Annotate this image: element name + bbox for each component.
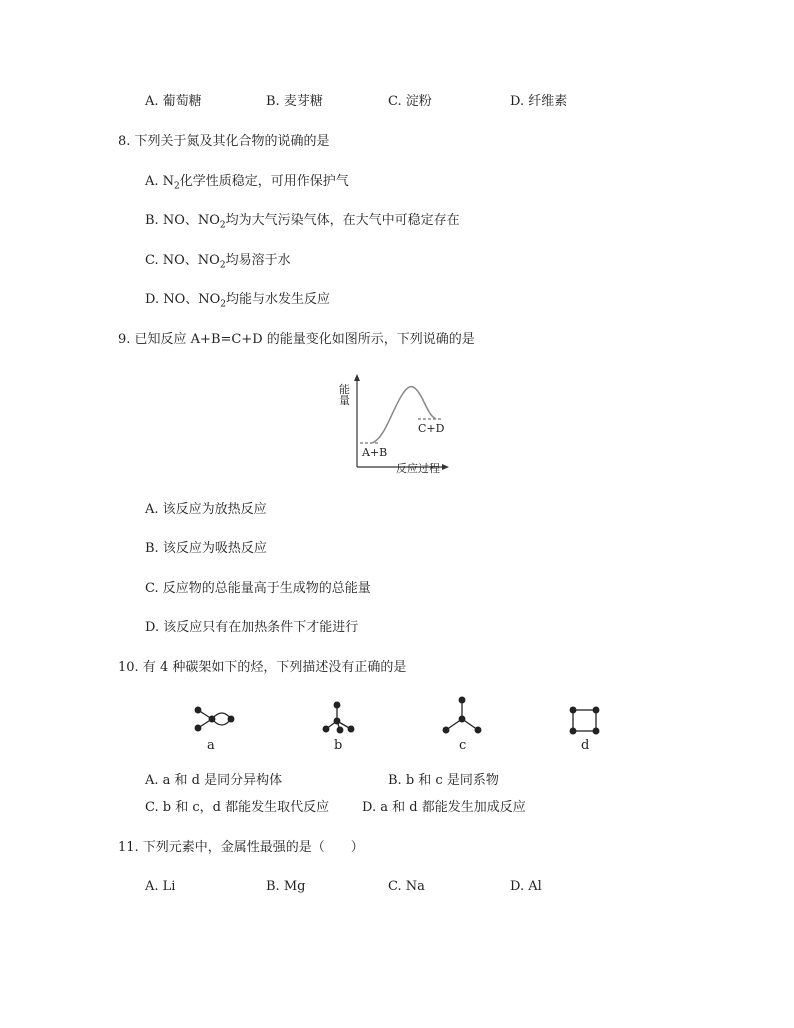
skeleton-label-d: d: [581, 738, 590, 753]
text: 化学性质稳定，可用作保护气: [179, 174, 349, 189]
skeleton-label-a: a: [207, 738, 215, 753]
q8-option-c: [145, 253, 291, 274]
q7-option-b: B. 麦芽糖: [266, 94, 323, 109]
reactants-label: A+B: [362, 446, 388, 459]
q9-option-c: C. 反应物的总能量高于生成物的总能量: [145, 581, 371, 596]
q8-option-b: [145, 213, 460, 234]
q10-option-b: B. b 和 c 是同系物: [388, 773, 499, 788]
q9-option-b: B. 该反应为吸热反应: [145, 541, 267, 556]
q8-option-d: [145, 292, 330, 313]
energy-axis-label: 能量: [339, 383, 350, 407]
text: D. NO、NO: [145, 292, 221, 307]
subscript: 2: [174, 181, 180, 192]
skeleton-label-b: b: [334, 738, 343, 753]
q11-option-d: D. Al: [510, 879, 542, 894]
subscript: 2: [219, 220, 226, 231]
q10-stem: 10. 有 4 种碳架如下的烃，下列描述没有正确的是: [118, 660, 407, 675]
q11-option-c: C. Na: [388, 879, 425, 894]
skeleton-label-c: c: [459, 738, 467, 753]
carbon-skeletons: [180, 695, 610, 740]
q10-option-d: D. a 和 d 都能发生加成反应: [362, 800, 526, 815]
q8-option-a: [145, 174, 349, 195]
q10-option-a: A. a 和 d 是同分异构体: [145, 773, 283, 788]
text: 均易溶于水: [225, 253, 291, 268]
q8-stem: 8. 下列关于氮及其化合物的说确的是: [118, 134, 330, 149]
reaction-axis-label: 反应过程: [396, 462, 440, 475]
q9-option-d: D. 该反应只有在加热条件下才能进行: [145, 620, 359, 635]
q11-option-a: A. Li: [145, 879, 176, 894]
q7-option-a: A. 葡萄糖: [145, 94, 202, 109]
q7-option-d: D. 纤维素: [510, 94, 568, 109]
products-label: C+D: [418, 422, 445, 435]
q10-option-c: C. b 和 c，d 都能发生取代反应: [145, 800, 330, 815]
q7-option-c: C. 淀粉: [388, 94, 432, 109]
text: A. N: [145, 174, 175, 189]
text: 均为大气污染气体，在大气中可稳定存在: [225, 213, 460, 228]
q9-option-a: A. 该反应为放热反应: [145, 502, 267, 517]
subscript: 2: [219, 260, 226, 271]
text: 均能与水发生反应: [226, 292, 331, 307]
subscript: 2: [220, 299, 227, 310]
text: C. NO、NO: [145, 253, 220, 268]
q11-stem: 11. 下列元素中，金属性最强的是（ ）: [118, 840, 364, 855]
q11-option-b: B. Mg: [266, 879, 306, 894]
q9-stem: 9. 已知反应 A+B=C+D 的能量变化如图所示，下列说确的是: [118, 332, 475, 347]
text: B. NO、NO: [145, 213, 220, 228]
